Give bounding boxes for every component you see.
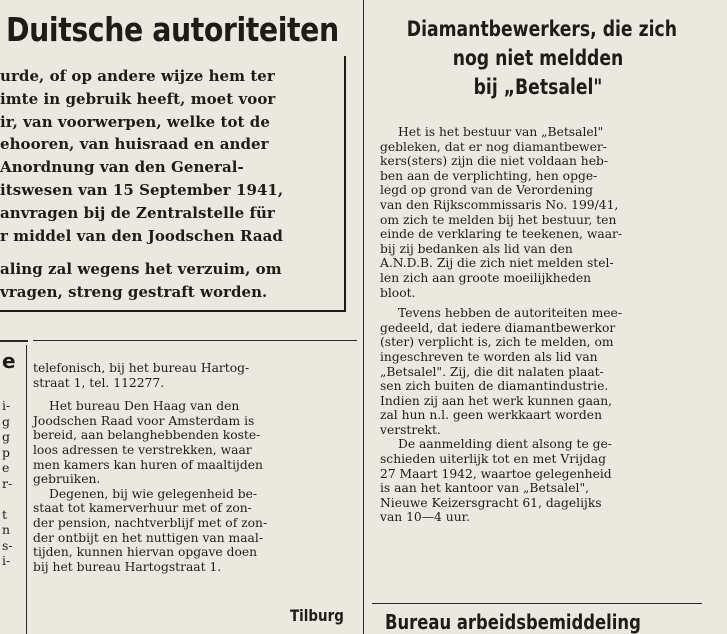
article-line: Tevens hebben de autoriteiten mee- <box>398 306 622 321</box>
boxed-line: vragen, streng gestraft worden. <box>0 283 268 302</box>
edge-fragment: t <box>2 506 8 522</box>
edge-fragment: p <box>2 444 11 460</box>
boxed-paragraph-2 <box>0 258 344 304</box>
article-line: ben aan de verplichting, hen opge- <box>380 168 598 183</box>
boxed-line: imte in gebruik heeft, moet voor <box>0 89 276 108</box>
article-line: verstrekt. <box>380 422 441 437</box>
article-line: A.N.D.B. Zij die zich niet melden stel- <box>380 256 614 271</box>
edge-fragment: i- <box>2 398 11 413</box>
article-line: sen zich buiten de diamantindustrie. <box>380 379 609 394</box>
paragraph-gap <box>33 390 355 399</box>
left-edge-fragments <box>2 398 13 569</box>
article-line: schieden uiterlijk tot en met Vrijdag <box>380 452 606 467</box>
article-line: „Betsalel". Zij, die dit nalaten plaat- <box>380 364 604 379</box>
article-line: bloot. <box>380 285 416 300</box>
boxed-notice <box>0 56 346 312</box>
article-line: gebleken, dat er nog diamantbewer- <box>380 139 607 154</box>
article-line: bij het bureau Hartogstraat 1. <box>33 559 222 574</box>
article-line: Nieuwe Keizersgracht 61, dagelijks <box>380 495 602 510</box>
article-line: Degenen, bij wie gelegenheid be- <box>49 486 258 501</box>
article-line: loos adressen te verstrekken, waar <box>33 442 252 457</box>
column-rule-right <box>363 0 364 634</box>
edge-fragment: g <box>2 429 11 444</box>
article-line: bereid, aan belanghebbenden koste- <box>33 428 261 443</box>
edge-fragment <box>2 491 13 507</box>
edge-fragment: n <box>2 522 11 537</box>
separator-left <box>0 340 28 342</box>
boxed-line: ir, van voorwerpen, welke tot de <box>0 112 270 131</box>
article-line: legd op grond van de Verordening <box>380 183 594 198</box>
article-line: is aan het kantoor van „Betsalel", <box>380 481 590 496</box>
boxed-line: r middel van den Joodschen Raad <box>0 226 283 245</box>
edge-fragment: r- <box>2 475 13 491</box>
right-article <box>380 125 692 525</box>
article-line: 27 Maart 1942, waartoe gelegenheid <box>380 466 612 481</box>
middle-next-heading: Tilburg <box>290 606 344 625</box>
article-line: gebruiken. <box>33 472 101 487</box>
article-line: Het bureau Den Haag van den <box>49 399 240 414</box>
article-line: Het is het bestuur van „Betsalel" <box>398 125 604 139</box>
headline-line: nog niet meldden <box>452 46 624 70</box>
article-line: kers(sters) zijn die niet voldaan heb- <box>380 154 609 169</box>
article-line: bij zij bedanken als lid van den <box>380 241 573 256</box>
article-line: einde de verklaring te teekenen, waar- <box>380 227 623 242</box>
boxed-line: urde, of op andere wijze hem ter <box>0 67 275 85</box>
boxed-line: anvragen bij de Zentralstelle für <box>0 203 275 222</box>
boxed-line: itswesen van 15 September 1941, <box>0 180 284 199</box>
right-next-heading: Bureau arbeidsbemiddeling <box>385 610 641 634</box>
article-line: straat 1, tel. 112277. <box>33 375 165 390</box>
separator-middle <box>33 340 357 341</box>
article-line: Joodschen Raad voor Amsterdam is <box>33 413 255 428</box>
separator-right-bottom <box>372 603 702 604</box>
edge-fragment: e <box>2 460 10 475</box>
article-line: van 10—4 uur. <box>380 510 471 525</box>
boxed-line: Anordnung van den General- <box>0 158 244 177</box>
article-line: staat tot kamerverhuur met of zon- <box>33 501 252 516</box>
article-line: der ontbijt en het nuttigen van maal- <box>33 530 263 545</box>
headline-line: Diamantbewerkers, die zich <box>406 17 678 41</box>
headline-line: bij „Betsalel" <box>473 75 603 99</box>
article-line: Indien zij aan het werk kunnen gaan, <box>380 393 613 408</box>
article-line: men kamers kan huren of maaltijden <box>33 457 263 472</box>
article-line: len zich aan groote moeilijkheden <box>380 270 592 285</box>
article-line: De aanmelding dient alsong te ge- <box>398 437 612 452</box>
article-line: van den Rijkscommissaris No. 199/41, <box>380 197 619 212</box>
article-line: der pension, nachtverblijf met of zon- <box>33 515 268 530</box>
boxed-line: aling zal wegens het verzuim, om <box>0 260 282 279</box>
article-line: tijden, kunnen hiervan opgave doen <box>33 545 258 560</box>
middle-article <box>33 361 355 574</box>
edge-fragment: g <box>2 413 11 429</box>
right-headline <box>378 15 698 102</box>
edge-fragment: s- <box>2 537 13 553</box>
article-line: zal hun n.l. geen werkkaart worden <box>380 408 603 423</box>
article-line: ingeschreven te worden als lid van <box>380 349 598 364</box>
boxed-paragraph-1 <box>0 65 344 247</box>
column-rule-left <box>26 345 27 634</box>
boxed-line: ehooren, van huisraad en ander <box>0 135 269 154</box>
edge-fragment: i- <box>2 553 11 568</box>
article-line: gedeeld, dat iedere diamantbewerkor <box>380 320 616 335</box>
left-edge-heading: e <box>2 349 16 373</box>
article-line: telefonisch, bij het bureau Hartog- <box>33 361 250 375</box>
article-line: om zich te melden bij het bestuur, ten <box>380 212 617 227</box>
left-headline: Duitsche autoriteiten <box>6 10 339 49</box>
article-line: (ster) verplicht is, zich te melden, om <box>380 335 614 350</box>
